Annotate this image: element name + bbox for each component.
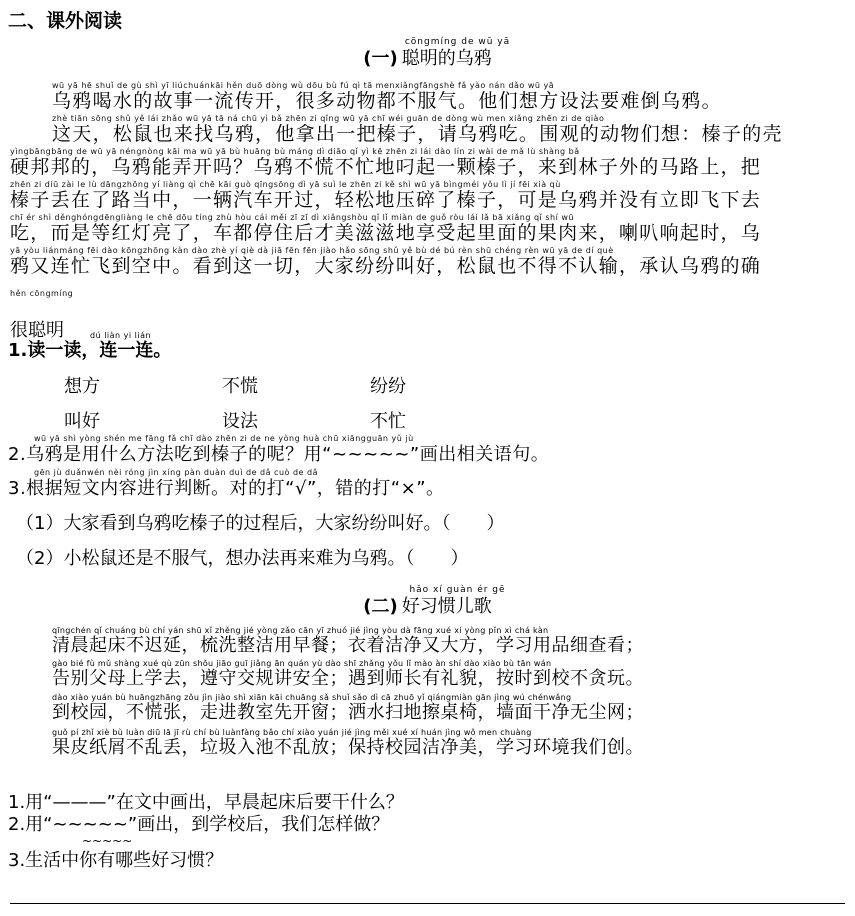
pinyin-line: zhè tiān sōng shǔ yě lái zhǎo wū yā tā ná chū yì bǎ zhēn zi qǐng wū yā chī wéi guān de dòng wù men xiǎng zhēn zi de qiào [52, 114, 605, 123]
text-line: 榛子丢在了路当中，一辆汽车开过，轻松地压碎了榛子，可是乌鸦并没有立即飞下去 [10, 189, 762, 211]
poem-line-2 [52, 658, 850, 691]
story-title-pinyin: cōngmíng de wū yā [404, 37, 511, 47]
pinyin-line: yā yòu liánmáng fēi dào kōngzhōng kàn dào zhè yí qiè dà jiā fēn fēn jiào hǎo sōng shǔ yě bù dé bú rèn shū chéng rèn wū yā de dí què [10, 246, 614, 255]
story-line-2 [10, 113, 850, 145]
section-heading: 二、课外阅读 [8, 11, 123, 32]
text-line: 清晨起床不迟延，梳洗整洁用早餐；衣着洁净又大方，学习用品细查看； [52, 635, 644, 656]
text-line: 这天，松鼠也来找乌鸦，他拿出一把榛子，请乌鸦吃。围观的动物们想：榛子的壳 [52, 123, 783, 145]
poem-line-3 [52, 692, 850, 725]
poem-title [0, 584, 855, 618]
story-title-text: 聪明的乌鸦 [401, 48, 492, 69]
story-title [0, 36, 855, 70]
fragment-text: 很聪明 [10, 320, 64, 341]
q2 [8, 433, 848, 465]
wave-mark: ~~~~~ [82, 834, 133, 848]
pinyin-line: chī ér shì děnghóngdēngliàng le chē dōu tíng zhù hòu cái měi zī zī dì xiǎngshòu qǐ lǐ miàn de guǒ ròu lái lǎ bā xiǎng qǐ shí wū [10, 213, 574, 222]
q3-pinyin: gēn jù duǎnwén nèi róng jìn xíng pàn duàn duì de dǎ cuò de dǎ [34, 468, 318, 477]
q2-text: 2.乌鸦是用什么方法吃到榛子的呢？用“~~~~~”画出相关语句。 [8, 444, 550, 465]
pinyin-line: qīngchén qǐ chuáng bù chí yán shū xǐ zhěng jié yòng zǎo cān yī zhuó jié jìng yòu dà fāng xué xí yòng pǐn xì chá kàn [52, 626, 549, 635]
pinyin-line: zhēn zi diū zài le lù dāngzhōng yí liàng qì chē kāi guò qīngsōng dì yā suì le zhēn zi kě shì wū yā bìngméi yǒu lì jí fēi xià qù [10, 180, 561, 189]
pinyin-line: hěn cōngmíng [10, 289, 74, 298]
q3 [8, 467, 848, 499]
poem-title-text: 好习惯儿歌 [401, 596, 492, 617]
match-word[interactable]: 纷纷 [370, 376, 406, 397]
text-line: 硬邦邦的，乌鸦能弄开吗？乌鸦不慌不忙地叼起一颗榛子，来到林子外的马路上，把 [10, 156, 762, 178]
match-word[interactable]: 不忙 [370, 411, 406, 432]
text-line: 告别父母上学去，遵守交规讲安全；遇到师长有礼貌，按时到校不贪玩。 [52, 668, 644, 689]
pinyin-line: wū yā hē shuǐ de gù shì yī liúchuánkāi hěn duō dòng wù dōu bù fú qì tā menxiǎngfāngshè fǎ yào nán dǎo wū yā [52, 81, 555, 90]
pinyin-line: dào xiào yuán bù huāngzhāng zǒu jìn jiào shì xiān kāi chuāng sǎ shuǐ sǎo dì cā zhuō yǐ qiángmiàn gān jìng wú chénwǎng [52, 693, 572, 702]
story-line-3 [10, 146, 850, 178]
story-line-1 [10, 80, 850, 112]
poem-line-1 [52, 625, 850, 658]
q3-text: 3.根据短文内容进行判断。对的打“√”，错的打“×”。 [8, 478, 445, 499]
poem-title-number: (二) [363, 596, 398, 617]
pinyin-line: gào bié fù mǔ shàng xué qù zūn shǒu jiāo guī jiǎng ān quán yù dào shī zhǎng yǒu lǐ mào àn shí dào xiào bù tān wán [52, 659, 552, 668]
text-line: 果皮纸屑不乱丢，垃圾入池不乱放；保持校园洁净美，学习环境我们创。 [52, 737, 644, 758]
match-word[interactable]: 设法 [222, 411, 258, 432]
text-line: 吃，而是等红灯亮了，车都停住后才美滋滋地享受起里面的果肉来，喇叭响起时，乌 [10, 222, 762, 244]
q2-pinyin: wū yā shì yòng shén me fāng fǎ chī dào zhēn zi de ne yòng huà chū xiāngguān yǔ jù [34, 434, 414, 443]
story-line-5 [10, 212, 850, 244]
text-line: 乌鸦喝水的故事一流传开，很多动物都不服气。他们想方设法要难倒乌鸦。 [52, 90, 722, 112]
story-last-fragment [10, 320, 152, 342]
fragment-pinyin: dú liàn yi lián [90, 331, 152, 340]
answer-line[interactable] [10, 903, 845, 904]
poem-title-pinyin: hǎo xí guàn ér gē [409, 585, 506, 595]
story-line-7 [10, 288, 850, 299]
text-line: 鸦又连忙飞到空中。看到这一切，大家纷纷叫好，松鼠也不得不认输，承认乌鸦的确 [10, 255, 762, 277]
q3-item-2[interactable]: （2）小松鼠还是不服气，想办法再来难为乌鸦。（ ） [16, 548, 469, 569]
text-line: 到校园，不慌张，走进教室先开窗；洒水扫地擦桌椅，墙面干净无尘网； [52, 702, 644, 723]
poem-question-2: 2.用“~~~~~”画出，到学校后，我们怎样做？ [8, 814, 390, 835]
story-line-4 [10, 179, 850, 211]
story-title-number: (一) [363, 48, 398, 69]
q1-label: 1.读一读，连一连。 [8, 340, 172, 361]
q3-item-1[interactable]: （1）大家看到乌鸦吃榛子的过程后，大家纷纷叫好。（ ） [16, 513, 505, 534]
poem-line-4 [52, 727, 850, 760]
poem-question-3: 3.生活中你有哪些好习惯？ [8, 850, 224, 871]
story-line-6 [10, 245, 850, 277]
poem-question-1: 1.用“———”在文中画出，早晨起床后要干什么？ [8, 792, 404, 813]
pinyin-line: yìngbāngbāng de wū yā néngnòng kāi ma wū yā bù huāng bù máng dì diāo qǐ yì kē zhēn zi lái dào lín zi wài de mǎ lù shàng bǎ [10, 147, 580, 156]
match-word[interactable]: 叫好 [64, 411, 100, 432]
pinyin-line: guǒ pí zhǐ xiè bù luàn diū lā jī rù chí bù luànfàng bǎo chí xiào yuán jié jìng měi xué xí huán jìng wǒ men chuàng [52, 728, 532, 737]
match-word[interactable]: 想方 [64, 376, 100, 397]
match-word[interactable]: 不慌 [222, 376, 258, 397]
